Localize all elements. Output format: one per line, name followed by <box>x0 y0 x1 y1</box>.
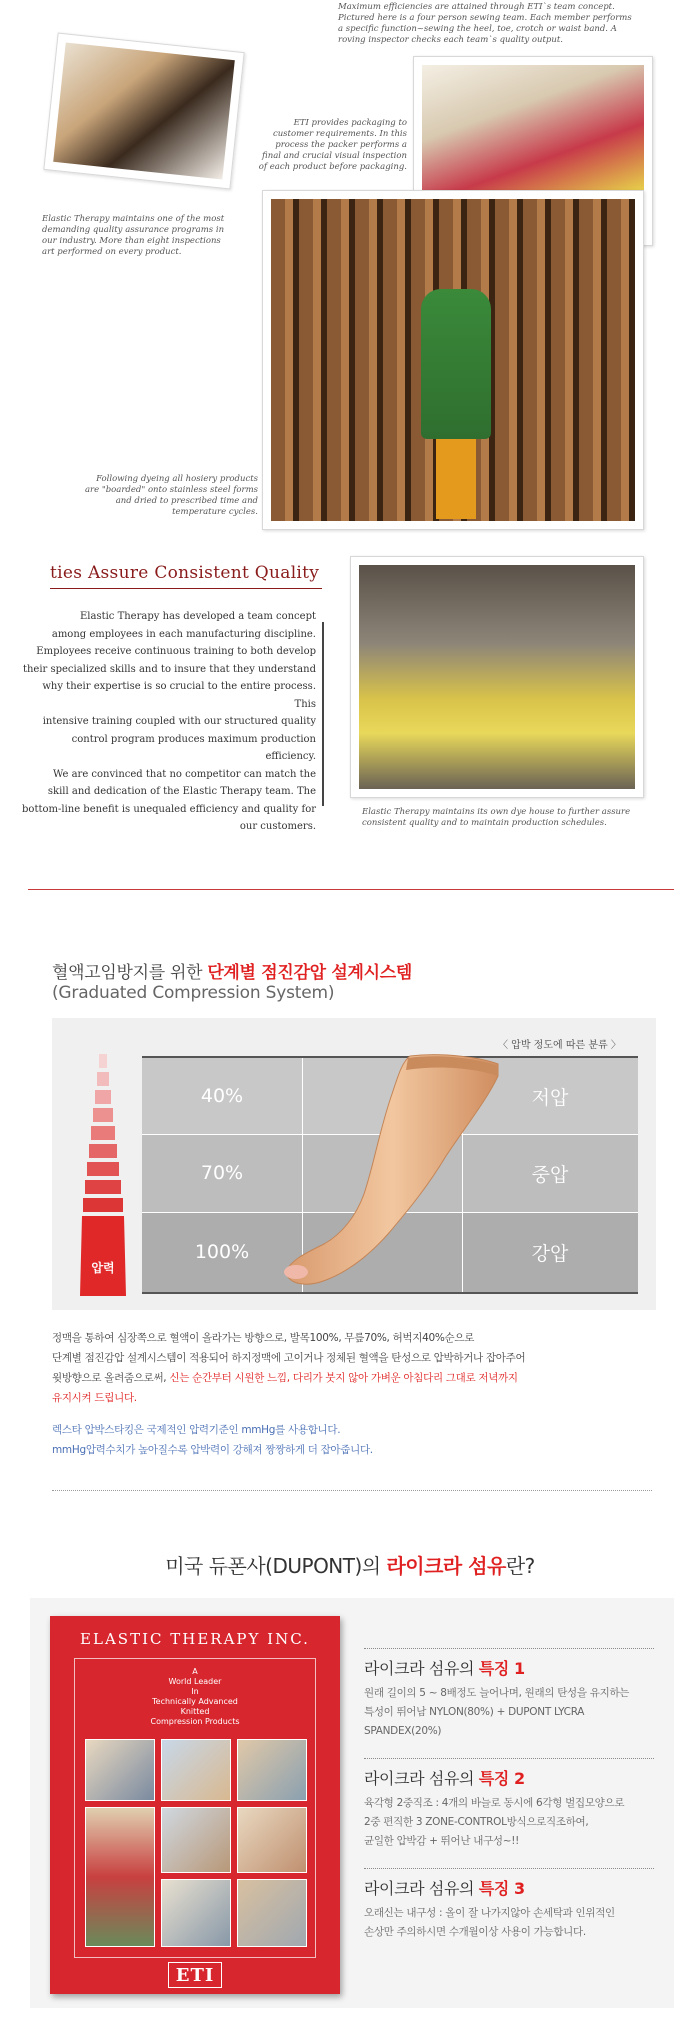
book-illustration-8 <box>237 1879 307 1947</box>
lycra-title <box>0 1550 700 1579</box>
para1-line-4: 유지시켜 드립니다. <box>52 1392 137 1404</box>
pyramid-band-6 <box>89 1144 117 1158</box>
feature-2-line-1: 육각형 2중직조 : 4개의 바늘로 동시에 6각형 벌집모양으로 <box>364 1797 625 1809</box>
book-illustration-7 <box>161 1879 231 1947</box>
para1-line-3-red: 신는 순간부터 시원한 느낌, 다리가 붓지 않아 가벼운 아침다리 그대로 저녁까지 <box>169 1372 518 1384</box>
book-line-1: A <box>192 1667 198 1676</box>
quality-body-text <box>20 608 316 836</box>
para1-line-2: 단계별 점진감압 설계시스템이 적용되어 하지정맥에 고이거나 정체된 혈액을 탄성으로 압박하거나 잡아주어 <box>52 1352 526 1364</box>
pyramid-label: 압력 <box>91 1261 115 1275</box>
pyramid-band-8 <box>85 1180 121 1194</box>
feature-3-line-2: 손상만 주의하시면 수개월이상 사용이 가능합니다. <box>364 1926 586 1938</box>
photo-sewing-team <box>43 33 244 190</box>
gcs-paragraph-2 <box>52 1420 652 1460</box>
feature-2-head-pre: 라이크라 섬유의 <box>364 1769 479 1788</box>
book-title: ELASTIC THERAPY INC. <box>80 1630 310 1648</box>
body-line-6: intensive training coupled with our structured quality <box>42 716 316 727</box>
pyramid-base <box>80 1216 126 1296</box>
gcs-title-pre: 혈액고임방지를 위한 <box>52 963 208 983</box>
photo-dye-house <box>350 556 644 798</box>
para2-line-2: mmHg압력수치가 높아질수록 압박력이 강해져 짱짱하게 더 잡아줍니다. <box>52 1444 373 1456</box>
book-illustration-2 <box>161 1739 231 1801</box>
pyramid-band-9 <box>83 1198 123 1212</box>
worker-figure <box>421 289 491 439</box>
book-illustration-6 <box>237 1807 307 1873</box>
compression-stocking-icon <box>260 1048 510 1292</box>
feature-1-line-2: 특성이 뛰어남 NYLON(80%) + DUPONT LYCRA <box>364 1706 585 1718</box>
feature-1-dots <box>364 1648 654 1649</box>
cell-level-mid: 중압 <box>462 1134 638 1212</box>
feature-3-heading <box>364 1876 525 1899</box>
feature-1-text <box>364 1684 664 1741</box>
compression-chart <box>52 1018 656 1310</box>
body-line-10: bottom-line benefit is unequaled efficiency and quality for <box>22 803 316 815</box>
cell-level-low: 저압 <box>462 1058 638 1134</box>
feature-2-heading <box>364 1766 525 1789</box>
cell-percent-70: 70% <box>142 1134 302 1212</box>
cell-percent-40: 40% <box>142 1058 302 1134</box>
feature-1-head-pre: 라이크라 섬유의 <box>364 1659 479 1678</box>
photo-boarding <box>262 190 644 530</box>
gcs-title-red: 단계별 점진감압 설계시스템 <box>207 963 413 983</box>
pyramid-band-2 <box>97 1072 109 1086</box>
worker-legs <box>436 439 476 519</box>
eti-logo: ETI <box>168 1962 222 1988</box>
book-line-6: Compression Products <box>150 1717 240 1726</box>
cell-percent-100: 100% <box>142 1212 302 1292</box>
feature-2-line-3: 균일한 압박감 + 뛰어난 내구성~!! <box>364 1835 520 1847</box>
book-line-4: Technically Advanced <box>152 1697 238 1706</box>
stocking-leg <box>286 1055 498 1284</box>
feature-2-text <box>364 1794 664 1851</box>
pressure-grid <box>142 1056 638 1294</box>
eti-book-cover <box>50 1616 340 1994</box>
feature-3-text <box>364 1904 664 1942</box>
feature-3-line-1: 오래신는 내구성 : 올이 잘 나가지않아 손세탁과 인위적인 <box>364 1907 615 1919</box>
book-illustration-3 <box>237 1739 307 1801</box>
feature-1-line-3: SPANDEX(20%) <box>364 1725 442 1737</box>
caption-boarded: Following dyeing all hosiery products are "boarded" onto stainless steel forms and dried to prescribed time and temperature cycles. <box>84 474 258 517</box>
feature-1-heading <box>364 1656 525 1679</box>
book-line-5: Knitted <box>180 1707 210 1716</box>
gcs-subtitle: (Graduated Compression System) <box>52 983 335 1003</box>
lycra-title-post: 란? <box>505 1554 535 1578</box>
gcs-paragraph-1 <box>52 1328 652 1408</box>
pyramid-band-1 <box>99 1054 107 1068</box>
feature-2-head-red: 특징 2 <box>478 1769 525 1788</box>
book-line-3: In <box>191 1687 199 1696</box>
book-illustration-1 <box>85 1739 155 1801</box>
body-line-9: skill and dedication of the Elastic Therapy team. The <box>47 786 316 797</box>
section-divider <box>28 889 674 890</box>
body-line-3: Employees receive continuous training to both develop <box>36 646 316 657</box>
cell-level-high: 강압 <box>462 1212 638 1292</box>
feature-2-line-2: 2중 편직한 3 ZONE-CONTROL방식으로직조하여, <box>364 1816 589 1828</box>
body-line-11: our customers. <box>239 821 316 832</box>
para2-line-1: 렉스타 압박스타킹은 국제적인 압력기준인 mmHg를 사용합니다. <box>52 1424 341 1436</box>
section-title: ties Assure Consistent Quality <box>50 563 320 583</box>
para1-line-3 <box>52 1368 652 1388</box>
feature-1-line-1: 원래 길이의 5 ~ 8배정도 늘어나며, 원래의 탄성을 유지하는 <box>364 1687 630 1699</box>
photo-sewing-image <box>53 42 235 179</box>
feature-1-head-red: 특징 1 <box>478 1659 525 1678</box>
section-title-underline <box>50 588 322 589</box>
pyramid-band-5 <box>91 1126 115 1140</box>
photo-dye-image <box>359 565 635 789</box>
feature-3-dots <box>364 1868 654 1869</box>
book-text <box>75 1667 315 1727</box>
body-line-5: why their expertise is so crucial to the entire process. This <box>42 681 316 710</box>
pyramid-band-7 <box>87 1162 119 1176</box>
stocking-toe <box>284 1265 308 1279</box>
book-illustration-4 <box>85 1807 155 1947</box>
feature-2-dots <box>364 1758 654 1759</box>
caption-dye: Elastic Therapy maintains its own dye house to further assure consistent quality and to maintain production schedules. <box>362 807 631 828</box>
book-inner-frame <box>74 1658 316 1958</box>
body-line-4: their specialized skills and to insure that they understand <box>22 663 316 675</box>
body-line-7: control program produces maximum production efficiency. <box>71 733 316 762</box>
pyramid-band-3 <box>95 1090 111 1104</box>
para1-line-1: 정맥을 통하여 심장쪽으로 혈액이 올라가는 방향으로, 발목100%, 무릎70%, 허벅지40%순으로 <box>52 1332 475 1344</box>
body-line-1: Elastic Therapy has developed a team concept <box>79 611 316 622</box>
body-line-8: We are convinced that no competitor can match the <box>53 768 316 780</box>
lycra-title-red: 라이크라 섬유 <box>386 1554 506 1578</box>
pyramid-band-4 <box>93 1108 113 1122</box>
caption-team: Maximum efficiencies are attained through ETI`s team concept. Pictured here is a four person sewing team. Each member performs a specific function~sewing the heel, toe, crotch or waist band. A roving inspector checks each team`s quality output. <box>338 2 632 45</box>
chart-note: 〈 압박 정도에 따른 분류 〉 <box>498 1040 621 1051</box>
caption-quality: Elastic Therapy maintains one of the most demanding quality assurance programs in our industry. More than eight inspections art performed on every product. <box>42 214 225 257</box>
body-line-2: among employees in each manufacturing discipline. <box>51 628 316 640</box>
gcs-title <box>52 958 412 983</box>
lycra-title-pre: 미국 듀폰사(DUPONT)의 <box>165 1554 387 1578</box>
book-line-2: World Leader <box>168 1677 222 1686</box>
caption-packaging: ETI provides packaging to customer requirements. In this process the packer performs a final and crucial visual inspection of each product before packaging. <box>258 118 407 172</box>
book-illustration-5 <box>161 1807 231 1873</box>
feature-3-head-pre: 라이크라 섬유의 <box>364 1879 479 1898</box>
quality-vertical-rule <box>322 622 324 806</box>
feature-3-head-red: 특징 3 <box>478 1879 525 1898</box>
para1-line-3-pre: 윗방향으로 올려줌으로써, <box>52 1372 170 1384</box>
gcs-dotted-divider <box>52 1490 652 1491</box>
photo-boarding-image <box>271 199 635 521</box>
